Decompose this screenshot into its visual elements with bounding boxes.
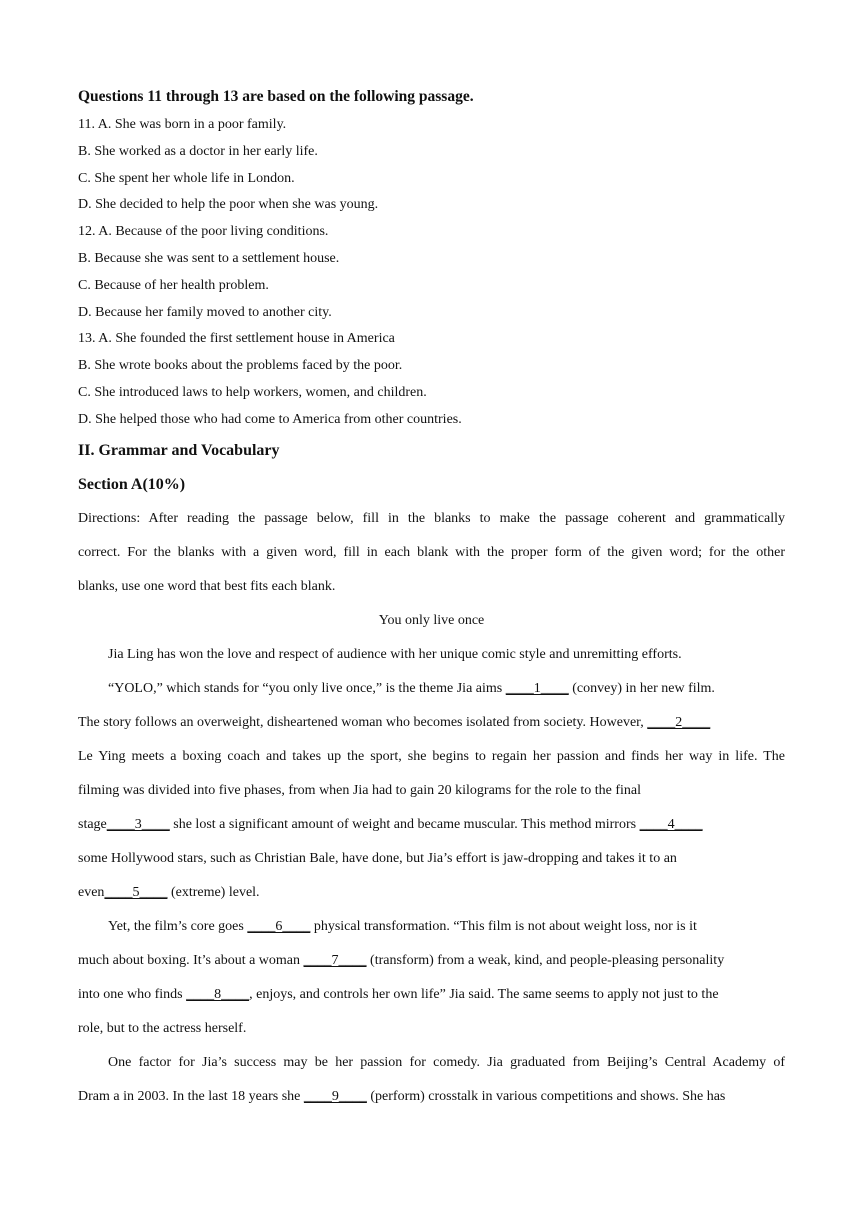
passage-paragraph-1: Jia Ling has won the love and respect of audience with her unique comic style and unremitting efforts. (108, 646, 682, 662)
option-12d: D. Because her family moved to another city. (78, 304, 332, 320)
passage-text: even (78, 884, 105, 900)
passage-line (78, 910, 785, 944)
section-title: II. Grammar and Vocabulary (78, 441, 280, 459)
blank-5: ____5____ (104, 884, 168, 900)
blank-3: ____3____ (106, 816, 170, 832)
document-page (78, 84, 785, 1114)
passage-text: stage (78, 816, 107, 832)
question-options (78, 112, 785, 434)
option-11d: D. She decided to help the poor when she was young. (78, 197, 379, 213)
passage-text: much about boxing. It’s about a woman (78, 952, 304, 968)
option-12c: C. Because of her health problem. (78, 277, 269, 293)
option-11b: B. She worked as a doctor in her early life. (78, 143, 318, 159)
blank-6: ____6____ (247, 918, 311, 934)
option-13c: C. She introduced laws to help workers, women, and children. (78, 384, 427, 400)
passage-text: Dram a in 2003. In the last 18 years she (78, 1088, 304, 1104)
passage-line: filming was divided into five phases, from when Jia had to gain 20 kilograms for the role to the final (78, 782, 641, 798)
option-12a: 12. A. Because of the poor living conditions. (78, 224, 329, 240)
option-13b: B. She wrote books about the problems faced by the poor. (78, 358, 403, 374)
blank-7: ____7____ (303, 952, 367, 968)
option-11c: C. She spent her whole life in London. (78, 170, 295, 186)
passage-text: physical transformation. “This film is not about weight loss, nor is it (310, 918, 697, 934)
passage-line (78, 876, 785, 910)
passage-text: “YOLO,” which stands for “you only live once,” is the theme Jia aims (108, 680, 506, 696)
passage-title: You only live once (378, 612, 485, 628)
option-11a: 11. A. She was born in a poor family. (78, 117, 287, 132)
passage-line (78, 1080, 785, 1114)
passage-line: One factor for Jia’s success may be her passion for comedy. Jia graduated from Beijing’s Central Academy of (108, 1054, 785, 1070)
passage-text: (perform) crosstalk in various competitions and shows. She has (366, 1088, 726, 1104)
passage-line: Le Ying meets a boxing coach and takes up the sport, she begins to regain her passion and finds her way in life. The (78, 748, 785, 764)
passage-text: into one who finds (78, 986, 187, 1002)
passage-line: some Hollywood stars, such as Christian Bale, have done, but Jia’s effort is jaw-dropping and takes it to an (78, 850, 677, 866)
passage-text: (transform) from a weak, kind, and people-pleasing personality (366, 952, 725, 968)
blank-9: ____9____ (303, 1088, 367, 1104)
passage-text: , enjoys, and controls her own life” Jia said. The same seems to apply not just to the (249, 986, 719, 1002)
passage-text: The story follows an overweight, disheartened woman who becomes isolated from society. However, (78, 714, 648, 730)
passage-line (78, 706, 785, 740)
passage-text: (convey) in her new film. (568, 680, 715, 696)
passage-text: Yet, the film’s core goes (108, 918, 248, 934)
passage-text: (extreme) level. (167, 884, 260, 900)
questions-heading: Questions 11 through 13 are based on the following passage. (78, 88, 474, 105)
passage-line (78, 944, 785, 978)
directions-line-1: Directions: After reading the passage below, fill in the blanks to make the passage coherent and grammatically (78, 510, 785, 526)
passage-line (78, 978, 785, 1012)
blank-4: ____4____ (639, 816, 703, 832)
passage-line: role, but to the actress herself. (78, 1020, 247, 1036)
blank-1: ____1____ (505, 680, 569, 696)
blank-8: ____8____ (186, 986, 250, 1002)
option-13d: D. She helped those who had come to America from other countries. (78, 411, 462, 427)
directions-line-3: blanks, use one word that best fits each blank. (78, 578, 336, 594)
passage-text: she lost a significant amount of weight and became muscular. This method mirrors (169, 816, 640, 832)
passage-line (78, 672, 785, 706)
section-subtitle: Section A(10%) (78, 475, 186, 493)
blank-2: ____2____ (647, 714, 711, 730)
directions-line-2: correct. For the blanks with a given word, fill in each blank with the proper form of the given word; for the other (78, 544, 785, 560)
passage-line (78, 808, 785, 842)
option-12b: B. Because she was sent to a settlement house. (78, 250, 340, 266)
option-13a: 13. A. She founded the first settlement house in America (78, 331, 395, 347)
